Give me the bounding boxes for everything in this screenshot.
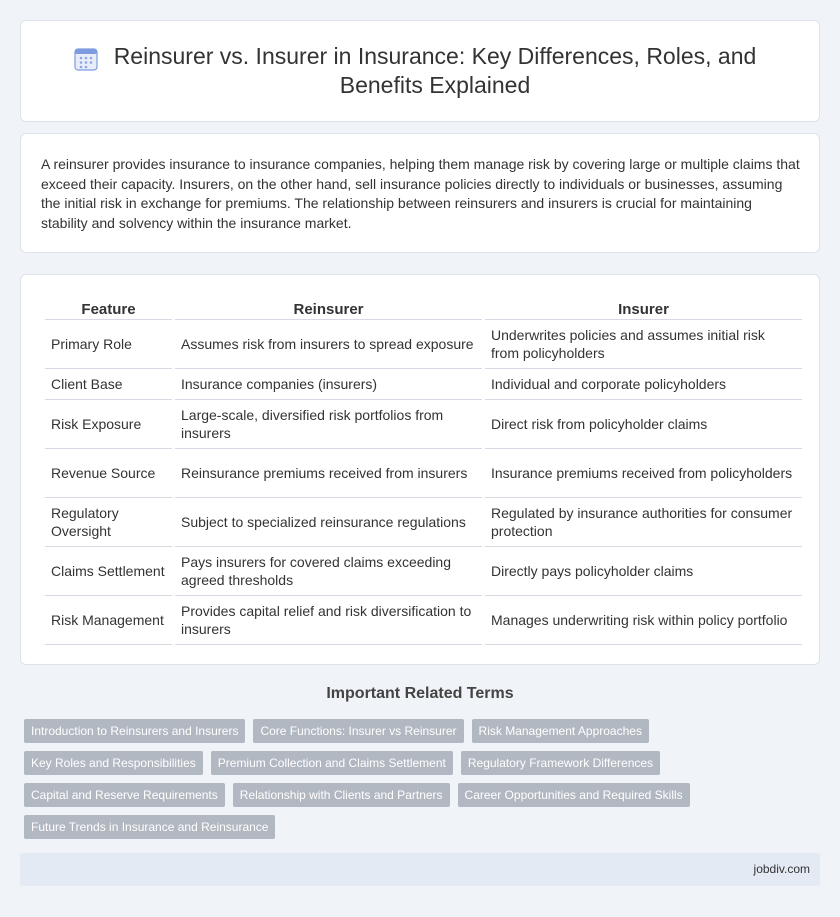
related-term-tag[interactable]: Capital and Reserve Requirements [24, 783, 225, 807]
table-row [45, 320, 802, 369]
row-reinsurer: Insurance companies (insurers) [175, 369, 482, 400]
related-term-tag[interactable]: Regulatory Framework Differences [461, 751, 660, 775]
intro-paragraph: A reinsurer provides insurance to insurance companies, helping them manage risk by covering large or multiple claims that exceed their capacity. Insurers, on the other hand, sell insurance policies directly to individuals or businesses, assuming the initial risk in exchange for premiums. The relationship between reinsurers and insurers is crucial for maintaining stability and solvency within the insurance market. [41, 156, 800, 231]
related-terms-heading: Important Related Terms [326, 685, 514, 702]
table-row [45, 369, 802, 400]
table-row [45, 449, 802, 498]
title-card [20, 20, 820, 122]
header-feature: Feature [45, 297, 172, 320]
row-insurer: Individual and corporate policyholders [485, 369, 802, 400]
intro-card [20, 133, 820, 253]
row-reinsurer: Pays insurers for covered claims exceeding agreed thresholds [175, 547, 482, 596]
table-row [45, 596, 802, 645]
related-term-tag[interactable]: Future Trends in Insurance and Reinsurance [24, 815, 275, 839]
header-reinsurer: Reinsurer [175, 297, 482, 320]
related-term-tag[interactable]: Risk Management Approaches [472, 719, 649, 743]
row-insurer: Insurance premiums received from policyholders [485, 449, 802, 498]
related-term-tag[interactable]: Key Roles and Responsibilities [24, 751, 203, 775]
row-feature: Risk Exposure [45, 400, 172, 449]
row-feature: Client Base [45, 369, 172, 400]
row-feature: Claims Settlement [45, 547, 172, 596]
related-terms-list [24, 719, 804, 839]
row-insurer: Direct risk from policyholder claims [485, 400, 802, 449]
row-insurer: Underwrites policies and assumes initial risk from policyholders [485, 320, 802, 369]
row-feature: Regulatory Oversight [45, 498, 172, 547]
table-header-row [45, 297, 802, 320]
table-row [45, 498, 802, 547]
row-feature: Revenue Source [45, 449, 172, 498]
row-reinsurer: Subject to specialized reinsurance regulations [175, 498, 482, 547]
row-reinsurer: Large-scale, diversified risk portfolios from insurers [175, 400, 482, 449]
comparison-table [42, 297, 805, 645]
row-reinsurer: Reinsurance premiums received from insurers [175, 449, 482, 498]
related-term-tag[interactable]: Introduction to Reinsurers and Insurers [24, 719, 245, 743]
footer-bar [20, 853, 820, 886]
header-insurer: Insurer [485, 297, 802, 320]
row-insurer: Directly pays policyholder claims [485, 547, 802, 596]
row-feature: Risk Management [45, 596, 172, 645]
related-term-tag[interactable]: Relationship with Clients and Partners [233, 783, 450, 807]
row-feature: Primary Role [45, 320, 172, 369]
related-term-tag[interactable]: Career Opportunities and Required Skills [458, 783, 690, 807]
row-insurer: Regulated by insurance authorities for consumer protection [485, 498, 802, 547]
page-title: Reinsurer vs. Insurer in Insurance: Key Differences, Roles, and Benefits Explained [113, 43, 757, 98]
table-row [45, 400, 802, 449]
comparison-card [20, 274, 820, 665]
row-reinsurer: Provides capital relief and risk diversification to insurers [175, 596, 482, 645]
footer-site-link[interactable]: jobdiv.com [753, 862, 810, 876]
related-term-tag[interactable]: Premium Collection and Claims Settlement [211, 751, 453, 775]
related-term-tag[interactable]: Core Functions: Insurer vs Reinsurer [253, 719, 463, 743]
row-insurer: Manages underwriting risk within policy portfolio [485, 596, 802, 645]
table-row [45, 547, 802, 596]
row-reinsurer: Assumes risk from insurers to spread exposure [175, 320, 482, 369]
